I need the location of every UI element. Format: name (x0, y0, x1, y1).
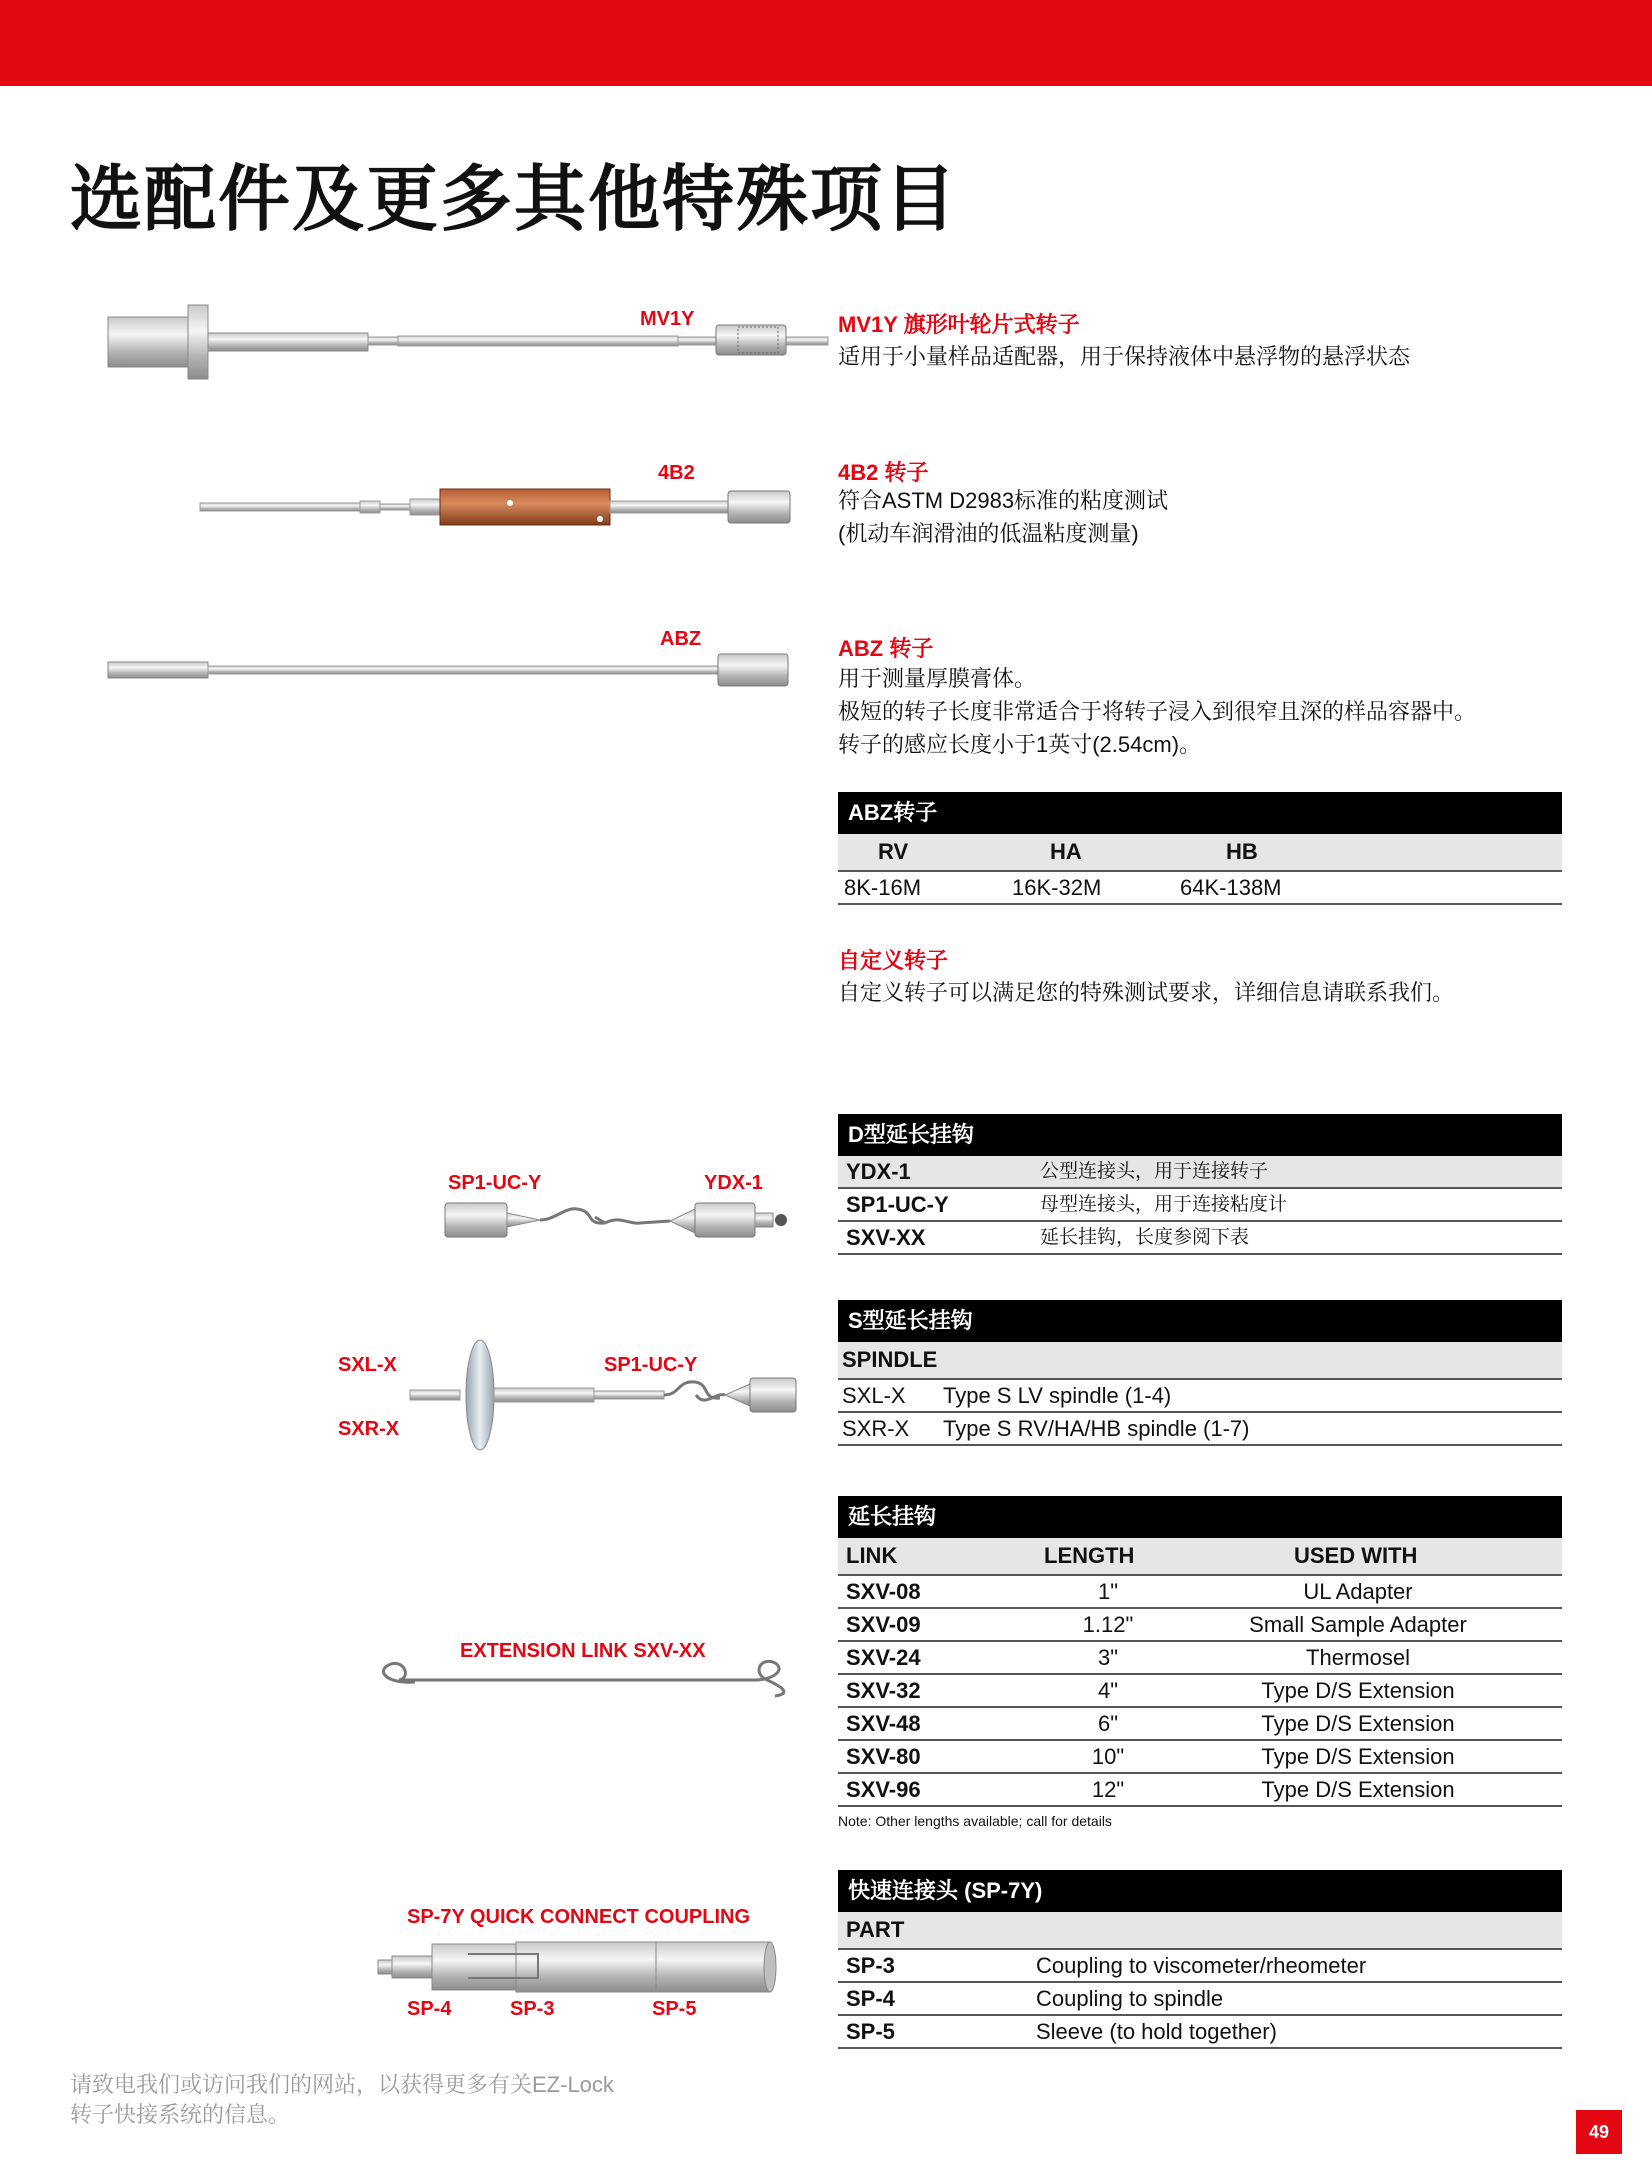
extension-link-used-with: Type D/S Extension (1261, 1678, 1455, 1703)
extension-link-length: 10" (1091, 1744, 1125, 1769)
coupling-part: SP-5 (846, 2019, 895, 2044)
extension-link-header-length: LENGTH (1044, 1543, 1135, 1568)
abz-table-values-row (838, 872, 1562, 905)
d-hook-row (838, 1156, 1562, 1189)
4b2-spindle-image (200, 485, 800, 535)
abz-value-hb: 64K-138M (1180, 875, 1282, 900)
extension-link-row (838, 1609, 1562, 1642)
extension-link-table-title: 延长挂钩 (838, 1496, 1562, 1538)
s-hook-label-sxl-x: SXL-X (338, 1354, 397, 1376)
coupling-image-label: SP-7Y QUICK CONNECT COUPLING (407, 1906, 750, 1928)
abz-table-title: ABZ转子 (838, 792, 1562, 834)
extension-link-row (838, 1741, 1562, 1774)
coupling-image (378, 1938, 798, 1998)
footer-note (70, 2070, 614, 2130)
extension-link-code: SXV-80 (846, 1744, 921, 1769)
mv1y-desc-line-1: 适用于小量样品适配器，用于保持液体中悬浮物的悬浮状态 (838, 344, 1411, 369)
extension-link-code: SXV-24 (846, 1645, 921, 1670)
d-hook-desc: 延长挂钩，长度参阅下表 (1040, 1227, 1250, 1248)
coupling-row (838, 1950, 1562, 1983)
coupling-header-row (838, 1912, 1562, 1950)
coupling-header-part: PART (846, 1917, 905, 1942)
extension-link-length: 4" (1097, 1678, 1119, 1703)
coupling-part: SP-4 (846, 1986, 895, 2011)
abz-desc-line-2: 极短的转子长度非常适合于将转子浸入到很窄且深的样品容器中。 (838, 699, 1477, 724)
d-hook-table-title: D型延长挂钩 (838, 1114, 1562, 1156)
abz-desc-line-1: 用于测量厚膜膏体。 (838, 666, 1037, 691)
s-hook-header-spindle: SPINDLE (842, 1347, 938, 1372)
coupling-desc: Coupling to spindle (1036, 1986, 1224, 2011)
d-hook-table (838, 1114, 1562, 1255)
extension-link-used-with: Type D/S Extension (1261, 1711, 1455, 1736)
coupling-row (838, 2016, 1562, 2049)
coupling-label-sp-3: SP-3 (510, 1998, 555, 2020)
abz-header-hb: HB (1226, 839, 1258, 864)
coupling-label-sp-4: SP-4 (407, 1998, 452, 2020)
top-red-bar (0, 0, 1652, 86)
extension-link-note: Note: Other lengths available; call for details (838, 1813, 1112, 1829)
coupling-part: SP-3 (846, 1953, 895, 1978)
extension-link-code: SXV-08 (846, 1579, 921, 1604)
coupling-desc: Coupling to viscometer/rheometer (1036, 1953, 1367, 1978)
page-title: 选配件及更多其他特殊项目 (70, 160, 959, 240)
s-hook-row (838, 1413, 1562, 1446)
extension-link-used-with: Type D/S Extension (1261, 1777, 1455, 1802)
extension-link-row (838, 1708, 1562, 1741)
coupling-row (838, 1983, 1562, 2016)
mv1y-spindle-image (108, 305, 798, 385)
extension-link-code: SXV-48 (846, 1711, 921, 1736)
s-hook-desc: Type S LV spindle (1-4) (943, 1383, 1172, 1408)
4b2-desc-line-2: (机动车润滑油的低温粘度测量) (838, 521, 1139, 546)
d-hook-row (838, 1222, 1562, 1255)
extension-link-header-row (838, 1538, 1562, 1576)
s-hook-header-row (838, 1342, 1562, 1380)
d-hook-label-sp1-uc-y: SP1-UC-Y (448, 1172, 542, 1194)
d-hook-desc: 公型连接头，用于连接转子 (1040, 1161, 1269, 1182)
s-hook-desc: Type S RV/HA/HB spindle (1-7) (943, 1416, 1250, 1441)
d-hook-code: SXV-XX (846, 1225, 926, 1250)
extension-link-code: SXV-96 (846, 1777, 921, 1802)
d-hook-row (838, 1189, 1562, 1222)
page-number: 49 (1576, 2110, 1622, 2154)
extension-link-code: SXV-09 (846, 1612, 921, 1637)
extension-link-code: SXV-32 (846, 1678, 921, 1703)
abz-spindle-image (108, 648, 798, 698)
d-hook-code: YDX-1 (846, 1159, 911, 1184)
abz-title: ABZ 转子 (838, 636, 934, 661)
extension-link-header-used-with: USED WITH (1294, 1543, 1418, 1568)
abz-desc-line-3: 转子的感应长度小于1英寸(2.54cm)。 (838, 732, 1202, 757)
extension-link-used-with: Thermosel (1306, 1645, 1410, 1670)
custom-desc: 自定义转子可以满足您的特殊测试要求，详细信息请联系我们。 (838, 980, 1455, 1005)
d-hook-desc: 母型连接头，用于连接粘度计 (1040, 1194, 1288, 1215)
extension-link-length: 1" (1097, 1579, 1119, 1604)
footer-line-1: 请致电我们或访问我们的网站，以获得更多有关EZ-Lock (70, 2072, 614, 2097)
s-hook-code: SXL-X (842, 1383, 906, 1408)
extension-link-length: 6" (1097, 1711, 1119, 1736)
extension-link-row (838, 1774, 1562, 1807)
extension-link-row (838, 1642, 1562, 1675)
4b2-title: 4B2 转子 (838, 460, 929, 485)
abz-value-ha: 16K-32M (1012, 875, 1102, 900)
s-hook-row (838, 1380, 1562, 1413)
4b2-desc-line-1: 符合ASTM D2983标准的粘度测试 (838, 488, 1169, 513)
abz-header-ha: HA (1050, 839, 1082, 864)
coupling-label-sp-5: SP-5 (652, 1998, 697, 2020)
coupling-desc: Sleeve (to hold together) (1036, 2019, 1277, 2044)
abz-image-label: ABZ (660, 628, 702, 650)
coupling-table (838, 1870, 1562, 2049)
coupling-table-title: 快速连接头 (SP-7Y) (838, 1870, 1562, 1912)
extension-link-used-with: Type D/S Extension (1261, 1744, 1455, 1769)
extension-link-table (838, 1496, 1562, 1829)
extension-link-row (838, 1576, 1562, 1609)
mv1y-title: MV1Y 旗形叶轮片式转子 (838, 312, 1080, 337)
extension-link-header-link: LINK (846, 1543, 898, 1568)
mv1y-image-label: MV1Y (640, 308, 695, 330)
extension-link-image (375, 1650, 795, 1700)
extension-link-used-with: UL Adapter (1303, 1579, 1413, 1604)
abz-table-header-row (838, 834, 1562, 872)
abz-value-rv: 8K-16M (844, 875, 922, 900)
s-hook-image (410, 1340, 800, 1450)
s-hook-label-sxr-x: SXR-X (338, 1418, 400, 1440)
extension-link-label: EXTENSION LINK SXV-XX (460, 1640, 706, 1662)
s-hook-table (838, 1300, 1562, 1446)
s-hook-table-title: S型延长挂钩 (838, 1300, 1562, 1342)
4b2-image-label: 4B2 (658, 462, 695, 484)
d-hook-code: SP1-UC-Y (846, 1192, 949, 1217)
abz-range-table (838, 792, 1562, 905)
d-hook-image (445, 1195, 790, 1245)
s-hook-code: SXR-X (842, 1416, 910, 1441)
abz-header-rv: RV (878, 839, 909, 864)
extension-link-length: 3" (1097, 1645, 1119, 1670)
extension-link-length: 1.12" (1082, 1612, 1134, 1637)
custom-title: 自定义转子 (838, 948, 949, 973)
footer-line-2: 转子快接系统的信息。 (70, 2102, 291, 2127)
extension-link-row (838, 1675, 1562, 1708)
extension-link-used-with: Small Sample Adapter (1249, 1612, 1467, 1637)
d-hook-label-ydx-1: YDX-1 (704, 1172, 763, 1194)
extension-link-length: 12" (1091, 1777, 1125, 1802)
s-hook-label-sp1-uc-y: SP1-UC-Y (604, 1354, 698, 1376)
